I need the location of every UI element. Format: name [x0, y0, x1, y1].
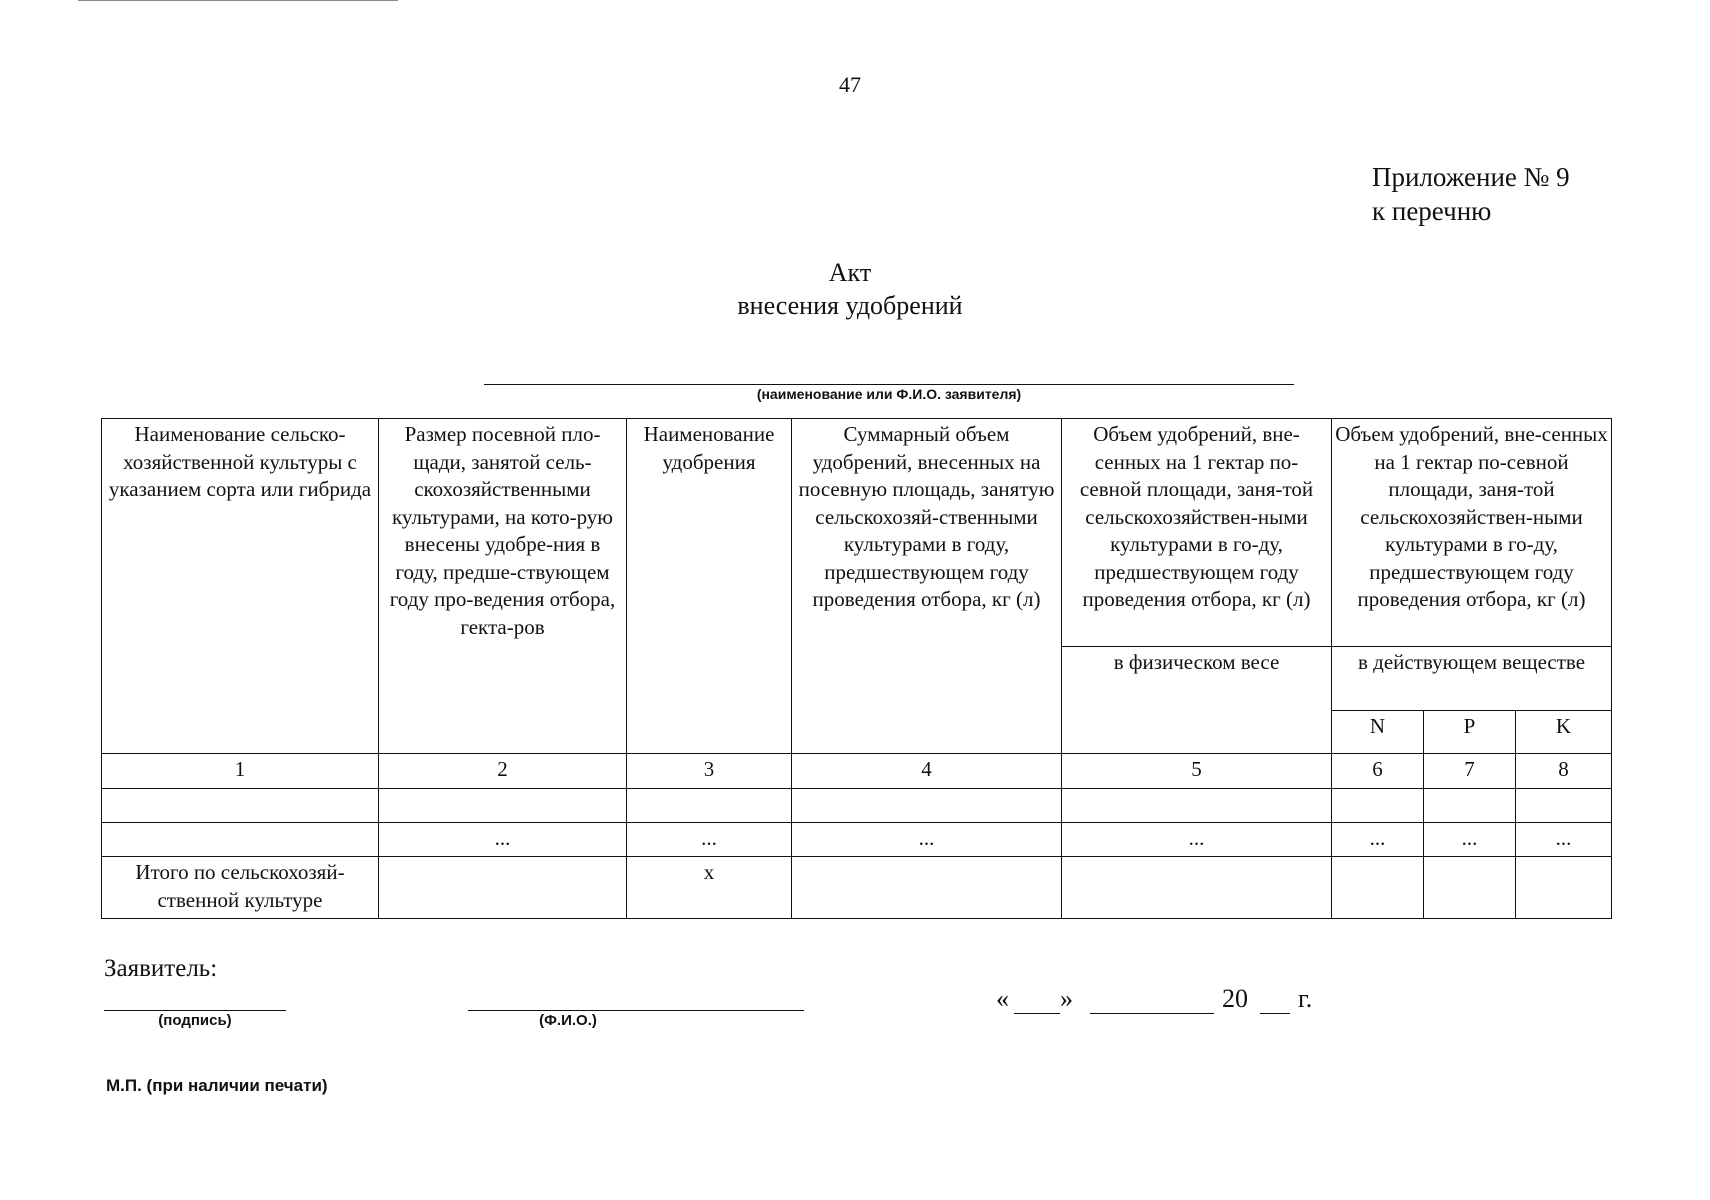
header-k: K: [1516, 711, 1612, 754]
header-physical-weight: в физическом весе: [1062, 647, 1332, 754]
total-label: Итого по сельскохозяй-ственной культуре: [102, 857, 379, 919]
header-n: N: [1332, 711, 1424, 754]
header-volume-per-ha-active: Объем удобрений, вне-сенных на 1 гектар по-севной площади, заня-той сельскохозяйствен-ными культурами в го-ду, предшествующем году проведения отбора, кг (л): [1332, 419, 1612, 647]
header-row-1: [102, 419, 1612, 647]
header-fertilizer-name: Наименование удобрения: [627, 419, 792, 754]
total-x-mark: x: [627, 857, 792, 919]
column-number: 1: [102, 754, 379, 789]
appendix-reference: [1372, 160, 1570, 228]
table-cell[interactable]: [1332, 857, 1424, 919]
column-number: 7: [1424, 754, 1516, 789]
table-cell[interactable]: [1062, 857, 1332, 919]
date-quote-close: »: [1060, 984, 1073, 1013]
applicant-name-caption: (наименование или Ф.И.О. заявителя): [756, 386, 1022, 402]
column-number: 3: [627, 754, 792, 789]
ellipsis-cell[interactable]: ...: [1332, 823, 1424, 857]
signature-line[interactable]: [104, 1010, 286, 1011]
stamp-note: М.П. (при наличии печати): [106, 1076, 328, 1095]
date-quote-open: «: [996, 984, 1009, 1013]
date-month-line[interactable]: [1090, 1013, 1214, 1014]
document-title: [600, 256, 1100, 322]
ellipsis-cell[interactable]: ...: [1062, 823, 1332, 857]
header-crop-name: Наименование сельско-хозяйственной культуры с указанием сорта или гибрида: [102, 419, 379, 754]
table-cell[interactable]: [1332, 789, 1424, 823]
header-total-volume: Суммарный объем удобрений, внесенных на посевную площадь, занятую сельскохозяй-ственными культурами в году, предшествующем году проведения отбора, кг (л): [792, 419, 1062, 754]
page-number: 47: [839, 72, 861, 97]
applicant-label: Заявитель:: [104, 955, 218, 982]
table-cell[interactable]: [1516, 789, 1612, 823]
column-numbers-row: [102, 754, 1612, 789]
table-cell[interactable]: [1424, 789, 1516, 823]
appendix-line-2: к перечню: [1372, 196, 1492, 226]
fio-line[interactable]: [468, 1010, 804, 1011]
title-line-2: внесения удобрений: [737, 291, 963, 320]
column-number: 6: [1332, 754, 1424, 789]
total-row: [102, 857, 1612, 919]
date-day-line[interactable]: [1014, 1013, 1060, 1014]
column-number: 2: [379, 754, 627, 789]
title-line-1: Акт: [828, 258, 872, 287]
table-row-ellipsis: [102, 823, 1612, 857]
top-edge-line: [78, 0, 398, 1]
table-cell[interactable]: [1424, 857, 1516, 919]
table-cell[interactable]: [792, 789, 1062, 823]
table-cell[interactable]: [1062, 789, 1332, 823]
header-sown-area: Размер посевной пло-щади, занятой сель-скохозяйственными культурами, на кото-рую внесены удобре-ния в году, предше-ствующем году про-ведения отбора, гекта-ров: [379, 419, 627, 754]
date-year-line[interactable]: [1260, 1013, 1290, 1014]
fertilizer-table: [101, 418, 1612, 919]
table-cell[interactable]: [379, 789, 627, 823]
appendix-line-1: Приложение № 9: [1372, 162, 1570, 192]
table-cell[interactable]: [102, 823, 379, 857]
header-volume-per-ha-physical: Объем удобрений, вне-сенных на 1 гектар по-севной площади, заня-той сельскохозяйствен-ными культурами в го-ду, предшествующем году проведения отбора, кг (л): [1062, 419, 1332, 647]
table-cell[interactable]: [379, 857, 627, 919]
ellipsis-cell[interactable]: ...: [1516, 823, 1612, 857]
applicant-name-line[interactable]: [484, 384, 1294, 385]
column-number: 5: [1062, 754, 1332, 789]
ellipsis-cell[interactable]: ...: [1424, 823, 1516, 857]
date-year-suffix: г.: [1298, 984, 1313, 1013]
ellipsis-cell[interactable]: ...: [627, 823, 792, 857]
table-cell[interactable]: [627, 789, 792, 823]
table-row: [102, 789, 1612, 823]
column-number: 8: [1516, 754, 1612, 789]
header-p: P: [1424, 711, 1516, 754]
column-number: 4: [792, 754, 1062, 789]
ellipsis-cell[interactable]: ...: [792, 823, 1062, 857]
fio-caption: (Ф.И.О.): [539, 1012, 597, 1029]
date-field: [996, 984, 1336, 1018]
header-active-substance: в действующем веществе: [1332, 647, 1612, 711]
signature-caption: (подпись): [158, 1012, 232, 1029]
ellipsis-cell[interactable]: ...: [379, 823, 627, 857]
table-cell[interactable]: [102, 789, 379, 823]
table-cell[interactable]: [1516, 857, 1612, 919]
table-cell[interactable]: [792, 857, 1062, 919]
date-year-prefix: 20: [1222, 984, 1248, 1013]
